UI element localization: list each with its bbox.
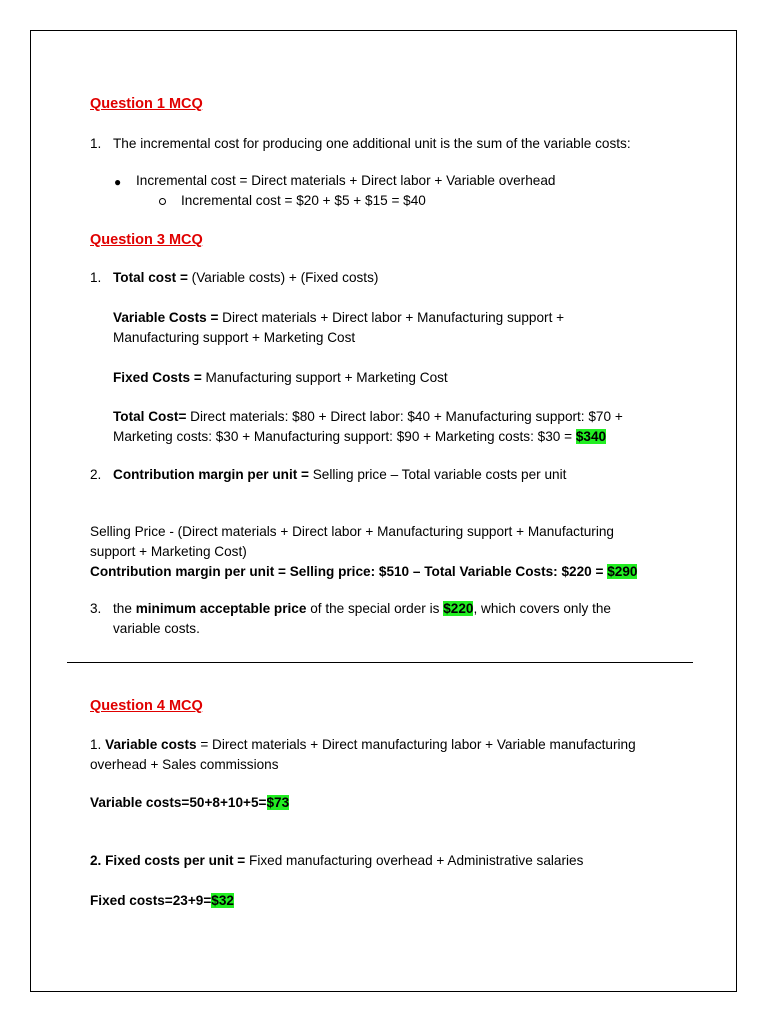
q3-contribution-margin-line: Contribution margin per unit = Selling price – Total variable costs per unit [113, 467, 567, 482]
q4-variable-costs-line1: 1. Variable costs = Direct materials + Direct manufacturing labor + Variable manufacturing [90, 737, 636, 752]
q1-sub-bullet-text: Incremental cost = $20 + $5 + $15 = $40 [181, 193, 426, 208]
q3-item3-number: 3. [90, 601, 102, 616]
q3-min-price-value: $220 [443, 601, 474, 616]
q3-contribution-margin-value: $290 [607, 564, 638, 579]
q3-variable-costs-line2: Manufacturing support + Marketing Cost [113, 330, 356, 345]
q4-fixed-costs-line: 2. Fixed costs per unit = Fixed manufacturing overhead + Administrative salaries [90, 853, 584, 868]
q3-heading: Question 3 MCQ [90, 232, 203, 248]
q1-item-text: The incremental cost for producing one additional unit is the sum of the variable costs: [113, 136, 631, 151]
q3-total-cost-value: $340 [575, 429, 607, 444]
q3-min-price-line2: variable costs. [113, 621, 200, 636]
q3-contribution-margin-calc: Contribution margin per unit = Selling price: $510 – Total Variable Costs: $220 = $290 [90, 564, 638, 579]
q1-bullet-text: Incremental cost = Direct materials + Direct labor + Variable overhead [136, 173, 556, 188]
q1-heading: Question 1 MCQ [90, 96, 203, 112]
q3-variable-costs-line1: Variable Costs = Direct materials + Direct labor + Manufacturing support + [113, 310, 565, 325]
q4-variable-costs-calc: Variable costs=50+8+10+5=$73 [90, 795, 290, 810]
q3-item2-number: 2. [90, 467, 102, 482]
q3-item1-number: 1. [90, 270, 102, 285]
q3-total-cost-calc-line1: Total Cost= Direct materials: $80 + Direct labor: $40 + Manufacturing support: $70 + [113, 409, 623, 424]
q4-fixed-costs-calc: Fixed costs=23+9=$32 [90, 893, 234, 908]
q4-variable-costs-line2: overhead + Sales commissions [90, 757, 279, 772]
q3-min-price-line1: the minimum acceptable price of the special order is $220, which covers only the [113, 601, 611, 616]
bullet-icon: ● [114, 175, 122, 189]
section-divider [67, 662, 693, 663]
q3-selling-price-line1: Selling Price - (Direct materials + Direct labor + Manufacturing support + Manufacturing [90, 524, 614, 539]
q3-total-cost-calc-line2: Marketing costs: $30 + Manufacturing support: $90 + Marketing costs: $30 = $340 [113, 429, 607, 444]
q4-variable-costs-value: $73 [266, 795, 290, 810]
q1-item-number: 1. [90, 136, 102, 151]
q4-fixed-costs-value: $32 [211, 893, 234, 908]
q4-heading: Question 4 MCQ [90, 698, 203, 714]
circle-bullet-icon [159, 191, 166, 211]
q3-total-cost-line: Total cost = (Variable costs) + (Fixed costs) [113, 270, 379, 285]
q3-fixed-costs-line: Fixed Costs = Manufacturing support + Marketing Cost [113, 370, 448, 385]
q3-selling-price-line2: support + Marketing Cost) [90, 544, 247, 559]
